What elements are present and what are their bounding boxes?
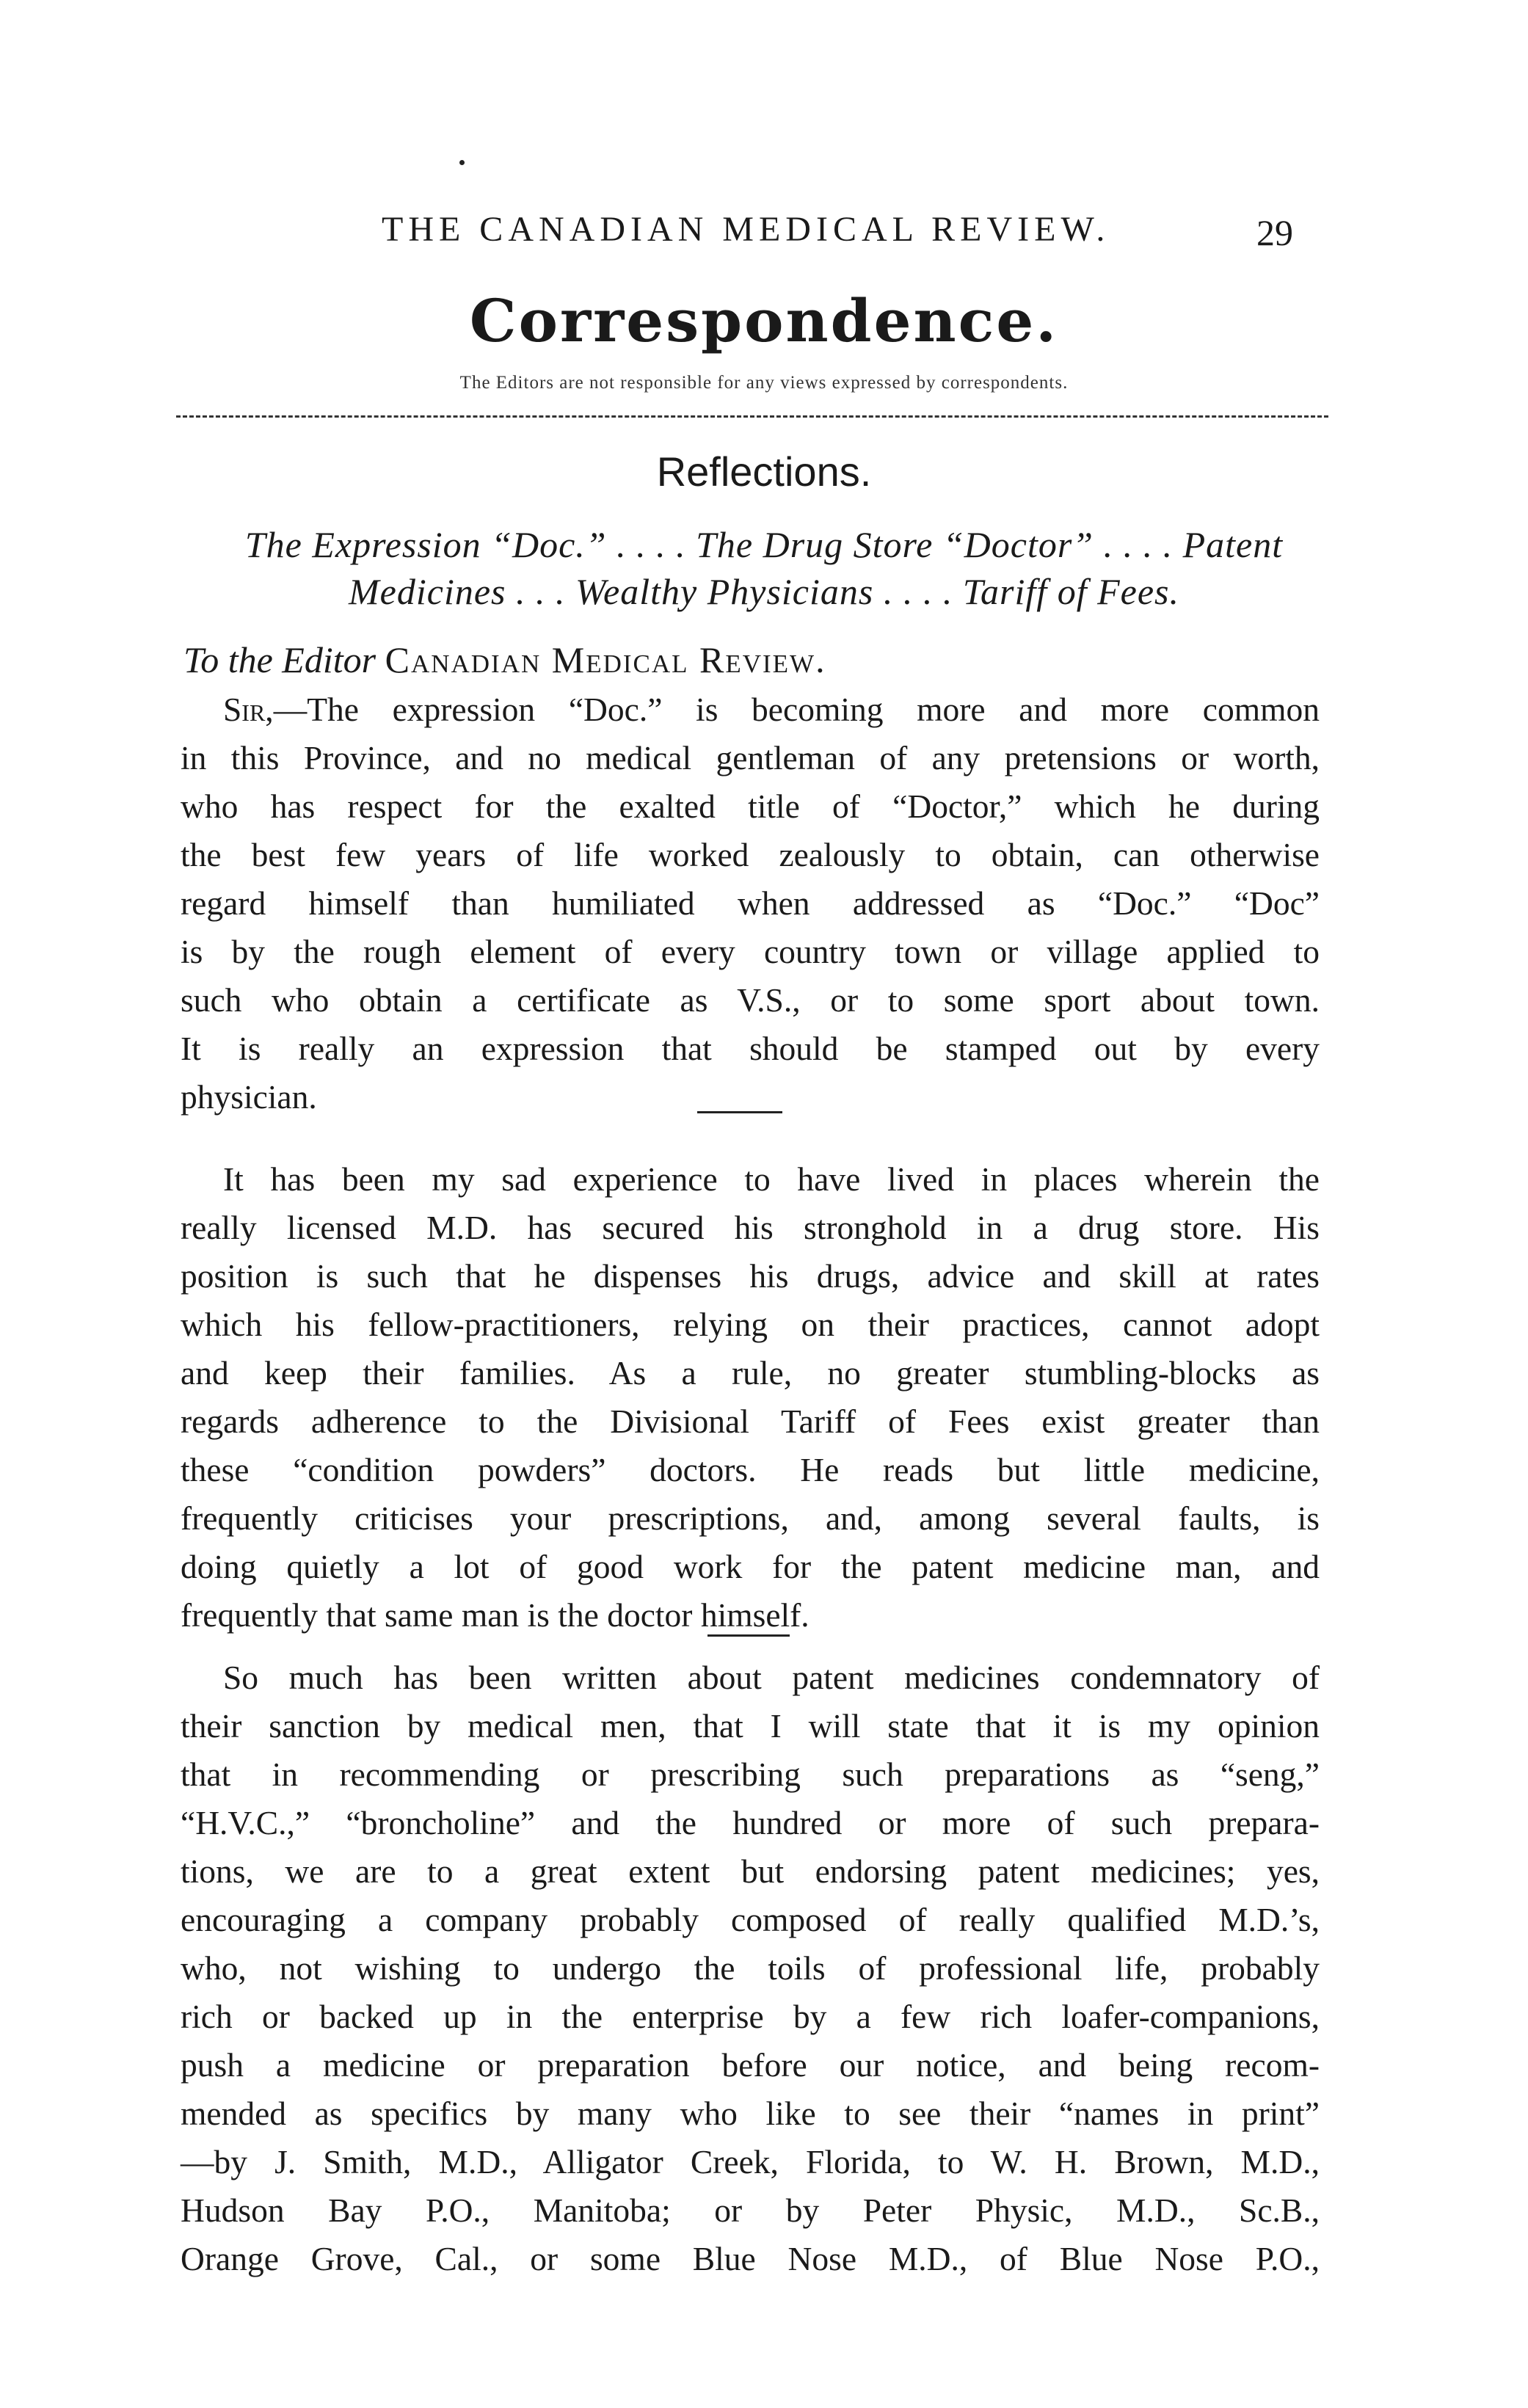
section-divider <box>176 415 1328 418</box>
paragraph-line: So much has been written about patent medicines condemnatory of <box>223 1659 1320 1696</box>
address-prefix: To the Editor <box>183 639 376 680</box>
paragraph-line: such who obtain a certificate as V.S., or to some sport about town. <box>181 981 1320 1019</box>
paragraph-line: It is really an expression that should be stamped out by every <box>181 1030 1320 1067</box>
article-title: Reflections. <box>656 448 872 495</box>
letter-address <box>183 639 826 681</box>
page-number: 29 <box>1256 212 1293 253</box>
section-title: Correspondence. <box>469 286 1059 355</box>
paragraph-line: rich or backed up in the enterprise by a few rich loafer-companions, <box>181 1998 1320 2035</box>
paragraph-line: tions, we are to a great extent but endorsing patent medicines; yes, <box>181 1852 1320 1890</box>
paragraph-line <box>181 685 1320 734</box>
paragraph-line: that in recommending or prescribing such preparations as “seng,” <box>181 1756 1320 1793</box>
stray-ink-dot <box>459 160 465 165</box>
line-text: —The expression “Doc.” is becoming more and more common <box>273 691 1320 728</box>
paragraph-line: really licensed M.D. has secured his stronghold in a drug store. His <box>181 1209 1320 1246</box>
address-publication: Canadian Medical Review. <box>385 639 826 680</box>
editor-disclaimer: The Editors are not responsible for any views expressed by correspondents. <box>459 373 1069 393</box>
paragraph-line: Hudson Bay P.O., Manitoba; or by Peter Physic, M.D., Sc.B., <box>181 2191 1320 2229</box>
paragraph-line: position is such that he dispenses his drugs, advice and skill at rates <box>181 1257 1320 1295</box>
paragraph-separator <box>697 1111 782 1113</box>
paragraph-line: who has respect for the exalted title of “Doctor,” which he during <box>181 787 1320 825</box>
paragraph-line: their sanction by medical men, that I will state that it is my opinion <box>181 1707 1320 1745</box>
paragraph-3 <box>181 1654 1320 2283</box>
paragraph-line: mended as specifics by many who like to see their “names in print” <box>181 2095 1320 2132</box>
paragraph-line: regards adherence to the Divisional Tariff of Fees exist greater than <box>181 1403 1320 1440</box>
paragraph-line: the best few years of life worked zealously to obtain, can otherwise <box>181 836 1320 873</box>
paragraph-1 <box>181 685 1320 1121</box>
paragraph-line: frequently criticises your prescriptions, and, among several faults, is <box>181 1499 1320 1537</box>
subtitle-line: Medicines . . . Wealthy Physicians . . . . Tariff of Fees. <box>349 571 1179 612</box>
paragraph-line: who, not wishing to undergo the toils of professional life, probably <box>181 1949 1320 1987</box>
paragraph-line: regard himself than humiliated when addressed as “Doc.” “Doc” <box>181 884 1320 922</box>
salutation: Sir, <box>223 691 274 728</box>
paragraph-line: frequently that same man is the doctor himself. <box>181 1596 810 1634</box>
paragraph-line: encouraging a company probably composed of really qualified M.D.’s, <box>181 1901 1320 1938</box>
article-subtitle <box>0 521 1528 615</box>
paragraph-2 <box>181 1155 1320 1640</box>
paragraph-line: It has been my sad experience to have lived in places wherein the <box>223 1160 1320 1198</box>
paragraph-line: —by J. Smith, M.D., Alligator Creek, Florida, to W. H. Brown, M.D., <box>181 2143 1320 2180</box>
paragraph-line: in this Province, and no medical gentleman of any pretensions or worth, <box>181 739 1320 776</box>
subtitle-line: The Expression “Doc.” . . . . The Drug Store “Doctor” . . . . Patent <box>244 524 1284 565</box>
paragraph-line: “H.V.C.,” “broncholine” and the hundred or more of such prepara- <box>181 1804 1320 1841</box>
paragraph-line: is by the rough element of every country town or village applied to <box>181 933 1320 970</box>
paragraph-line: these “condition powders” doctors. He reads but little medicine, <box>181 1451 1320 1488</box>
paragraph-line: push a medicine or preparation before our notice, and being recom- <box>181 2046 1320 2084</box>
running-head: THE CANADIAN MEDICAL REVIEW. <box>382 210 1110 249</box>
paragraph-line: and keep their families. As a rule, no greater stumbling-blocks as <box>181 1354 1320 1392</box>
paragraph-line: doing quietly a lot of good work for the patent medicine man, and <box>181 1548 1320 1585</box>
paragraph-separator <box>707 1634 790 1637</box>
paragraph-line: which his fellow-practitioners, relying on their practices, cannot adopt <box>181 1306 1320 1343</box>
paragraph-line: Orange Grove, Cal., or some Blue Nose M.D., of Blue Nose P.O., <box>181 2240 1320 2277</box>
paragraph-line: physician. <box>181 1078 317 1116</box>
